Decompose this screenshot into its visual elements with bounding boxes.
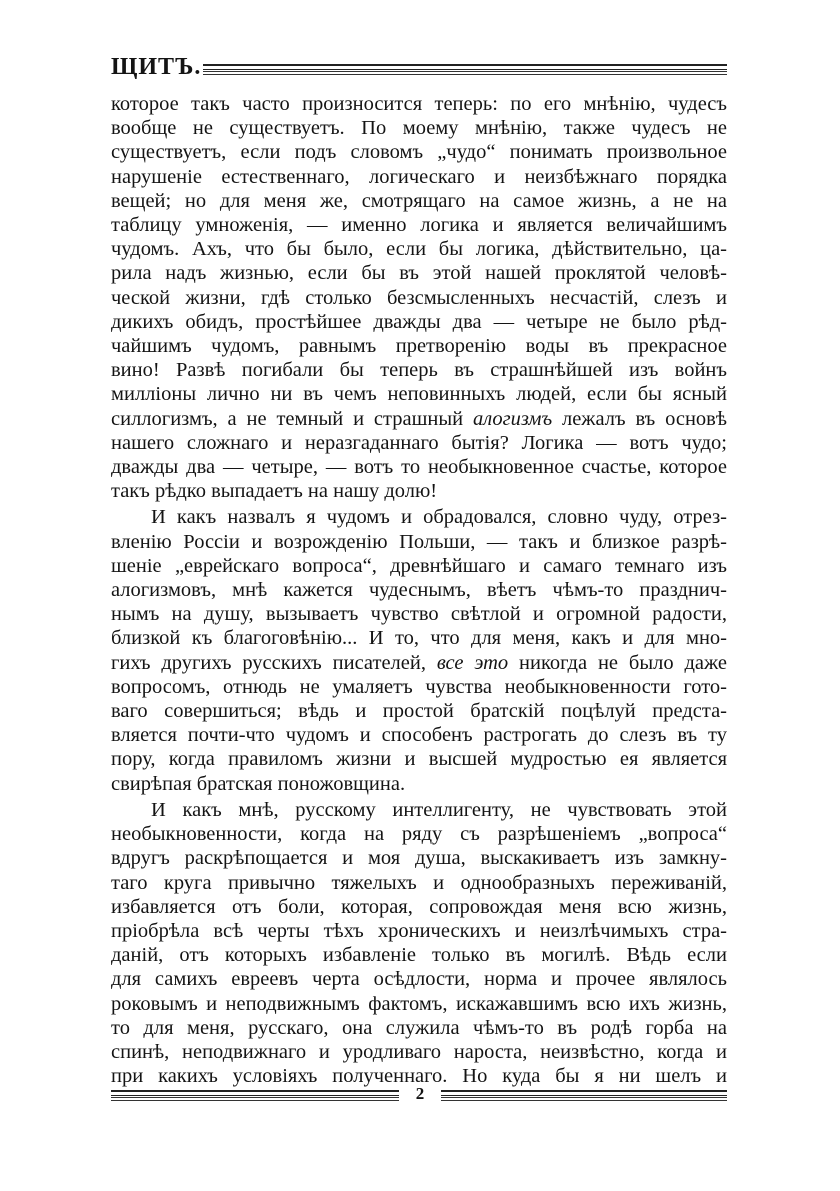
text-line: алогизмовъ, мнѣ кажется чудеснымъ, вѣетъ чѣмъ-то празднич- bbox=[111, 579, 727, 602]
text-line: такъ рѣдко выпадаетъ на нашу долю! bbox=[111, 480, 438, 503]
paragraph-2 bbox=[111, 505, 727, 795]
text-line: дикихъ обидъ, простѣйшее дважды два — четыре не было рѣд- bbox=[111, 310, 727, 333]
body-text bbox=[111, 92, 727, 1088]
italic-term: все это bbox=[436, 651, 509, 674]
text-line: чудомъ. Ахъ, что бы было, если бы логика, дѣйствительно, ца- bbox=[111, 238, 727, 261]
footer-rule bbox=[111, 1090, 399, 1096]
text-line: вопросомъ, отнюдь не умаляетъ чувства необыкновенности гото- bbox=[111, 675, 727, 698]
italic-term: алогизмъ bbox=[472, 407, 553, 430]
text-line: милліоны лично ни въ чемъ неповинныхъ людей, если бы ясный bbox=[111, 383, 727, 406]
text-line bbox=[111, 651, 727, 675]
text-run: никогда не было даже bbox=[508, 651, 727, 674]
text-line: нарушеніе естественнаго, логическаго и неизбѣжнаго порядка bbox=[111, 165, 727, 188]
text-line: вленію Россіи и возрожденію Польши, — такъ и близкое разрѣ- bbox=[111, 530, 727, 553]
text-line: пору, когда правиломъ жизни и высшей мудростью ея является bbox=[111, 748, 727, 771]
text-line: избавляется отъ боли, которая, сопровождая меня всю жизнь, bbox=[111, 895, 727, 918]
page-number: 2 bbox=[415, 1084, 425, 1103]
text-line: дважды два — четыре, — вотъ то необыкновенное счастье, которое bbox=[111, 456, 727, 479]
text-line: для самихъ евреевъ черта осѣдлости, норма и прочее являлось bbox=[111, 968, 727, 991]
text-line: спинѣ, неподвижнаго и уродливаго нароста, неизвѣстно, когда и bbox=[111, 1040, 727, 1063]
text-line: нымъ на душу, вызываетъ чувство свѣтлой и огромной радости, bbox=[111, 603, 727, 626]
text-line: то для меня, русскаго, она служила чѣмъ-то въ родѣ горба на bbox=[111, 1016, 727, 1039]
header-rule bbox=[203, 64, 727, 70]
text-line: пріобрѣла всѣ черты тѣхъ хроническихъ и неизлѣчимыхъ стра- bbox=[111, 919, 727, 942]
text-line: вдругъ раскрѣпощается и моя душа, выскакиваетъ изъ замкну- bbox=[111, 847, 727, 870]
text-line: роковымъ и неподвижнымъ фактомъ, искажавшимъ всю ихъ жизнь, bbox=[111, 992, 727, 1015]
text-line: нашего сложнаго и неразгаданнаго бытія? Логика — вотъ чудо; bbox=[111, 431, 727, 454]
text-line: вляется почти-что чудомъ и способенъ растрогать до слезъ въ ту bbox=[111, 724, 727, 747]
text-line: ческой жизни, гдѣ столько безсмысленныхъ несчастій, слезъ и bbox=[111, 286, 727, 309]
running-title: ЩИТЪ. bbox=[111, 54, 202, 80]
text-line: шеніе „еврейскаго вопроса“, древнѣйшаго и самаго темнаго изъ bbox=[111, 554, 727, 577]
text-line: И какъ мнѣ, русскому интеллигенту, не чувствовать этой bbox=[151, 798, 727, 821]
text-line: ваго совершиться; вѣдь и простой братскій поцѣлуй предста- bbox=[111, 700, 727, 723]
text-line: чайшимъ чудомъ, равнымъ претворенію воды въ прекрасное bbox=[111, 335, 727, 358]
footer-rule bbox=[441, 1097, 727, 1101]
page-footer bbox=[111, 1086, 727, 1108]
text-line bbox=[111, 407, 727, 431]
text-line: существуетъ, если подъ словомъ „чудо“ понимать произвольное bbox=[111, 141, 727, 164]
text-line: которое такъ часто произносится теперь: по его мнѣнію, чудесъ bbox=[111, 93, 727, 115]
text-run: гихъ другихъ русскихъ писателей, bbox=[111, 651, 437, 674]
text-line: таго круга привычно тяжелыхъ и однообразныхъ переживаній, bbox=[111, 871, 727, 894]
paragraph-3 bbox=[111, 798, 727, 1088]
text-line: рила надъ жизнью, если бы въ этой нашей проклятой человѣ- bbox=[111, 262, 727, 285]
text-line: даній, отъ которыхъ избавленіе только въ могилѣ. Вѣдь если bbox=[111, 944, 727, 967]
text-line: вещей; но для меня же, смотрящаго на самое жизнь, а не на bbox=[111, 189, 727, 212]
text-line: необыкновенности, когда на ряду съ разрѣшеніемъ „вопроса“ bbox=[111, 823, 727, 846]
text-line: таблицу умноженія, — именно логика и является величайшимъ bbox=[111, 214, 727, 237]
footer-rule bbox=[441, 1090, 727, 1096]
text-line: вино! Развѣ погибали бы теперь въ страшнѣйшей изъ войнъ bbox=[111, 359, 727, 382]
text-run: лежалъ въ основѣ bbox=[552, 407, 727, 430]
page-header bbox=[111, 52, 727, 82]
text-line: при какихъ условіяхъ полученнаго. Но куда бы я ни шелъ и bbox=[111, 1065, 727, 1088]
text-line: близкой къ благоговѣнію... И то, что для меня, какъ и для мно- bbox=[111, 627, 727, 650]
text-line: свирѣпая братская поножовщина. bbox=[111, 772, 406, 795]
footer-rule bbox=[111, 1097, 399, 1101]
text-line: И какъ назвалъ я чудомъ и обрадовался, словно чуду, отрез- bbox=[151, 506, 727, 529]
paragraph-1 bbox=[111, 92, 727, 503]
text-run: силлогизмъ, а не темный и страшный bbox=[111, 407, 473, 430]
text-line: вообще не существуетъ. По моему мнѣнію, также чудесъ не bbox=[111, 117, 727, 140]
header-rule bbox=[203, 71, 727, 75]
